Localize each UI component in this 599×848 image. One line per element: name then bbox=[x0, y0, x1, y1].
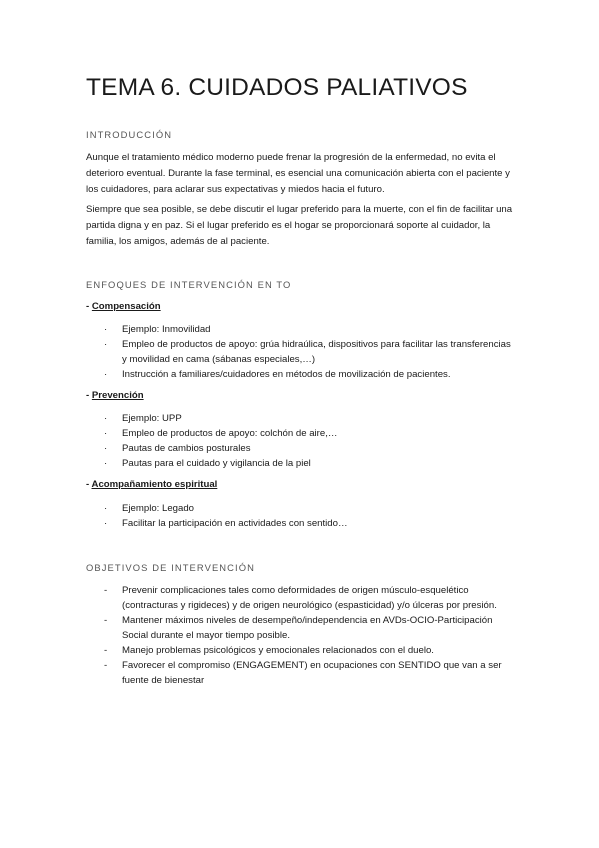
subheading-dash: - bbox=[86, 479, 92, 490]
acompanamiento-list bbox=[86, 501, 516, 531]
bullet-marker: · bbox=[104, 324, 108, 335]
bullet-marker: · bbox=[104, 518, 108, 529]
bullet-marker: · bbox=[104, 458, 108, 469]
list-item: - Prevenir complicaciones tales como deformidades de origen músculo-esquelético (contracturas y rigideces) y de origen neurológico (espasticidad) y/o úlceras por presión. bbox=[104, 585, 497, 611]
acompanamiento-subheading bbox=[86, 479, 217, 490]
list-item: · Ejemplo: Inmovilidad bbox=[104, 324, 211, 335]
page-title: TEMA 6. CUIDADOS PALIATIVOS bbox=[86, 74, 468, 101]
enfoques-heading: ENFOQUES DE INTERVENCIÓN EN TO bbox=[86, 279, 292, 290]
dash-marker: - bbox=[104, 660, 108, 671]
compensacion-subheading bbox=[86, 301, 161, 312]
list-item: - Manejo problemas psicológicos y emocionales relacionados con el duelo. bbox=[104, 645, 434, 656]
list-item: · Instrucción a familiares/cuidadores en métodos de movilización de pacientes. bbox=[104, 369, 451, 380]
bullet-marker: · bbox=[104, 503, 108, 514]
intro-paragraph-2: Siempre que sea posible, se debe discutir el lugar preferido para la muerte, con el fin de facilitar una partida digna y en paz. Si el lugar preferido es el hogar se proporcionará soporte al cuidador, la familia, los amigos, además de al paciente. bbox=[86, 204, 513, 247]
acompanamiento-label: Acompañamiento espiritual bbox=[91, 479, 218, 490]
subheading-dash: - bbox=[86, 301, 92, 312]
dash-marker: - bbox=[104, 585, 108, 596]
list-item: · Pautas para el cuidado y vigilancia de la piel bbox=[104, 458, 311, 469]
list-item: - Mantener máximos niveles de desempeño/independencia en AVDs-OCIO-Participación Social durante el mayor tiempo posible. bbox=[104, 615, 493, 641]
prevencion-label: Prevención bbox=[91, 390, 144, 401]
list-item: · Facilitar la participación en actividades con sentido… bbox=[104, 518, 348, 529]
list-item: · Pautas de cambios posturales bbox=[104, 443, 251, 454]
list-item: - Favorecer el compromiso (ENGAGEMENT) en ocupaciones con SENTIDO que van a ser fuente de bienestar bbox=[104, 660, 502, 686]
list-item: · Empleo de productos de apoyo: colchón de aire,… bbox=[104, 428, 338, 439]
prevencion-subheading bbox=[86, 390, 144, 401]
dash-marker: - bbox=[104, 645, 108, 656]
intro-paragraph-1: Aunque el tratamiento médico moderno puede frenar la progresión de la enfermedad, no evita el deterioro eventual. Durante la fase terminal, es esencial una comunicación abierta con el paciente y los cuidadores, para aclarar sus expectativas y miedos hacia el futuro. bbox=[86, 152, 510, 195]
bullet-marker: · bbox=[104, 428, 108, 439]
objetivos-heading: OBJETIVOS DE INTERVENCIÓN bbox=[86, 562, 256, 573]
intro-heading: INTRODUCCIÓN bbox=[86, 129, 173, 140]
prevencion-list bbox=[86, 411, 516, 471]
objetivos-list bbox=[86, 583, 516, 688]
dash-marker: - bbox=[104, 615, 108, 626]
bullet-marker: · bbox=[104, 443, 108, 454]
bullet-marker: · bbox=[104, 339, 108, 350]
bullet-marker: · bbox=[104, 413, 108, 424]
compensacion-list bbox=[86, 322, 516, 382]
list-item: · Ejemplo: UPP bbox=[104, 413, 182, 424]
bullet-marker: · bbox=[104, 369, 108, 380]
list-item: · Ejemplo: Legado bbox=[104, 503, 195, 514]
compensacion-label: Compensación bbox=[91, 301, 161, 312]
subheading-dash: - bbox=[86, 390, 92, 401]
list-item: · Empleo de productos de apoyo: grúa hidraúlica, dispositivos para facilitar las transferencias y movilidad en cama (sábanas especiales,…) bbox=[104, 339, 511, 365]
